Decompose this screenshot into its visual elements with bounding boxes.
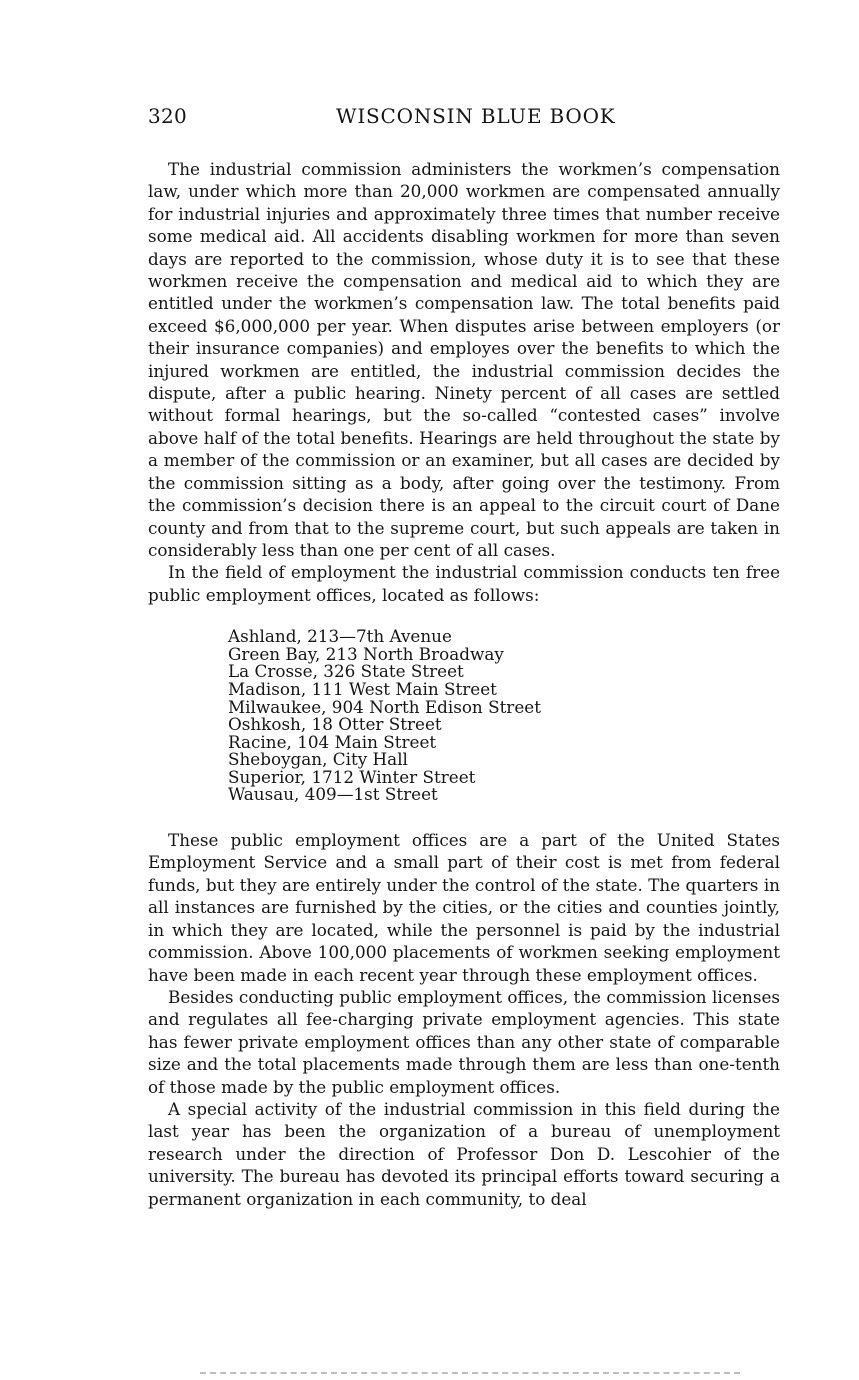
page-header: [148, 104, 780, 136]
running-title: WISCONSIN BLUE BOOK: [336, 104, 616, 128]
list-item: Oshkosh, 18 Otter Street: [228, 714, 442, 735]
list-item: Green Bay, 213 North Broadway: [228, 643, 504, 664]
office-address-list: [228, 628, 780, 804]
page-number: 320: [148, 104, 188, 128]
list-item: Sheboygan, City Hall: [228, 749, 408, 770]
list-item: Wausau, 409—1st Street: [228, 784, 438, 805]
page-bottom-edge-marks: [200, 1372, 740, 1374]
list-item: Ashland, 213—7th Avenue: [228, 626, 452, 647]
list-item: Racine, 104 Main Street: [228, 731, 437, 752]
body-text: [148, 158, 780, 1210]
paragraph-us-employment-service: These public employment offices are a part of the United States Employment Service and a small part of their cost is met from federal funds, but they are entirely under the control of the state. The quarters in all instances are furnished by the cities, or the cities and counties jointly, in which they are located, while the personnel is paid by the industrial commission. Above 100,000 placements of workmen seeking employment have been made in each recent year through these employment offices.: [148, 830, 780, 985]
paragraph-workmens-compensation: The industrial commission administers the workmen’s compensation law, under which more than 20,000 workmen are compensated annually for industrial injuries and approximately three times that number receive some medical aid. All accidents disabling workmen for more than seven days are reported to the commission, whose duty it is to see that these workmen receive the compensation and medical aid to which they are entitled under the workmen’s compensation law. The total benefits paid exceed $6,000,000 per year. When disputes arise between employers (or their insurance companies) and employes over the benefits to which the injured workmen are entitled, the industrial commission decides the dispute, after a public hearing. Ninety percent of all cases are settled without formal hearings, but the so-called “contested cases” involve above half of the total benefits. Hearings are held throughout the state by a member of the commission or an examiner, but all cases are decided by the commission sitting as a body, after going over the testimony. From the commission’s decision there is an appeal to the circuit court of Dane county and from that to the supreme court, but such appeals are taken in considerably less than one per cent of all cases.: [148, 159, 780, 560]
paragraph-employment-offices-intro: In the field of employment the industrial commission conducts ten free public employment offices, located as follows:: [148, 562, 780, 605]
paragraph-unemployment-research: A special activity of the industrial commission in this field during the last year has been the organization of a bureau of unemployment research under the direction of Professor Don D. Lescohier of the university. The bureau has devoted its principal efforts toward securing a permanent organization in each community, to deal: [148, 1098, 780, 1209]
list-item: Milwaukee, 904 North Edison Street: [228, 696, 541, 717]
list-item: La Crosse, 326 State Street: [228, 661, 464, 682]
book-page: [148, 104, 780, 1210]
list-item: Madison, 111 West Main Street: [228, 678, 497, 699]
paragraph-private-agencies: Besides conducting public employment offices, the commission licenses and regulates all fee-charging private employment agencies. This state has fewer private employment offices than any other state of comparable size and the total placements made through them are less than one-tenth of those made by the public employment offices.: [148, 986, 780, 1097]
list-item: Superior, 1712 Winter Street: [228, 766, 476, 787]
